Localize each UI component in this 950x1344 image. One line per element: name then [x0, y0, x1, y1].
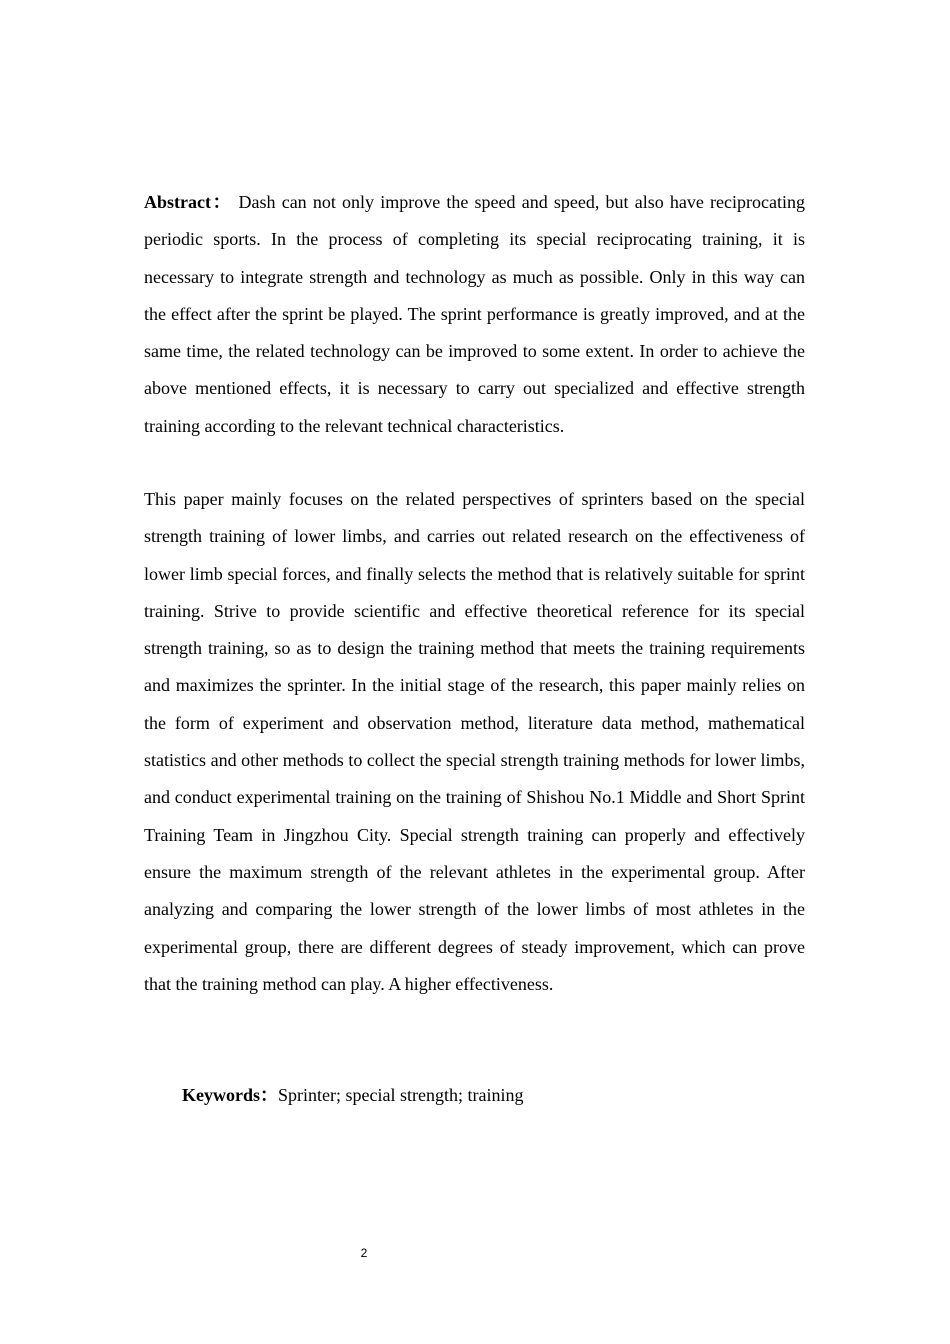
abstract-paragraph — [144, 184, 805, 445]
abstract-label: Abstract： — [144, 192, 233, 212]
body-paragraph-2: This paper mainly focuses on the related perspectives of sprinters based on the special strength training of lower limbs, and carries out related research on the effectiveness of lower limb special forces, and finally selects the method that is relatively suitable for sprint training. Strive to provide scientific and effective theoretical reference for its special strength training, so as to design the training method that meets the training requirements and maximizes the sprinter. In the initial stage of the research, this paper mainly relies on the form of experiment and observation method, literature data method, mathematical statistics and other methods to collect the special strength training methods for lower limbs, and conduct experimental training on the training of Shishou No.1 Middle and Short Sprint Training Team in Jingzhou City. Special strength training can properly and effectively ensure the maximum strength of the relevant athletes in the experimental group. After analyzing and comparing the lower strength of the lower limbs of most athletes in the experimental group, there are different degrees of steady improvement, which can prove that the training method can play. A higher effectiveness. — [144, 489, 805, 994]
page-number: 2 — [360, 1246, 368, 1260]
keywords-line — [182, 1077, 523, 1114]
keywords-label: Keywords： — [182, 1085, 278, 1105]
keywords-text: Sprinter; special strength; training — [278, 1085, 524, 1105]
abstract-text: Dash can not only improve the speed and speed, but also have reciprocating periodic sports. In the process of completing its special reciprocating training, it is necessary to integrate strength and technology as much as possible. Only in this way can the effect after the sprint be played. The sprint performance is greatly improved, and at the same time, the related technology can be improved to some extent. In order to achieve the above mentioned effects, it is necessary to carry out specialized and effective strength training according to the relevant technical characteristics. — [144, 192, 806, 436]
